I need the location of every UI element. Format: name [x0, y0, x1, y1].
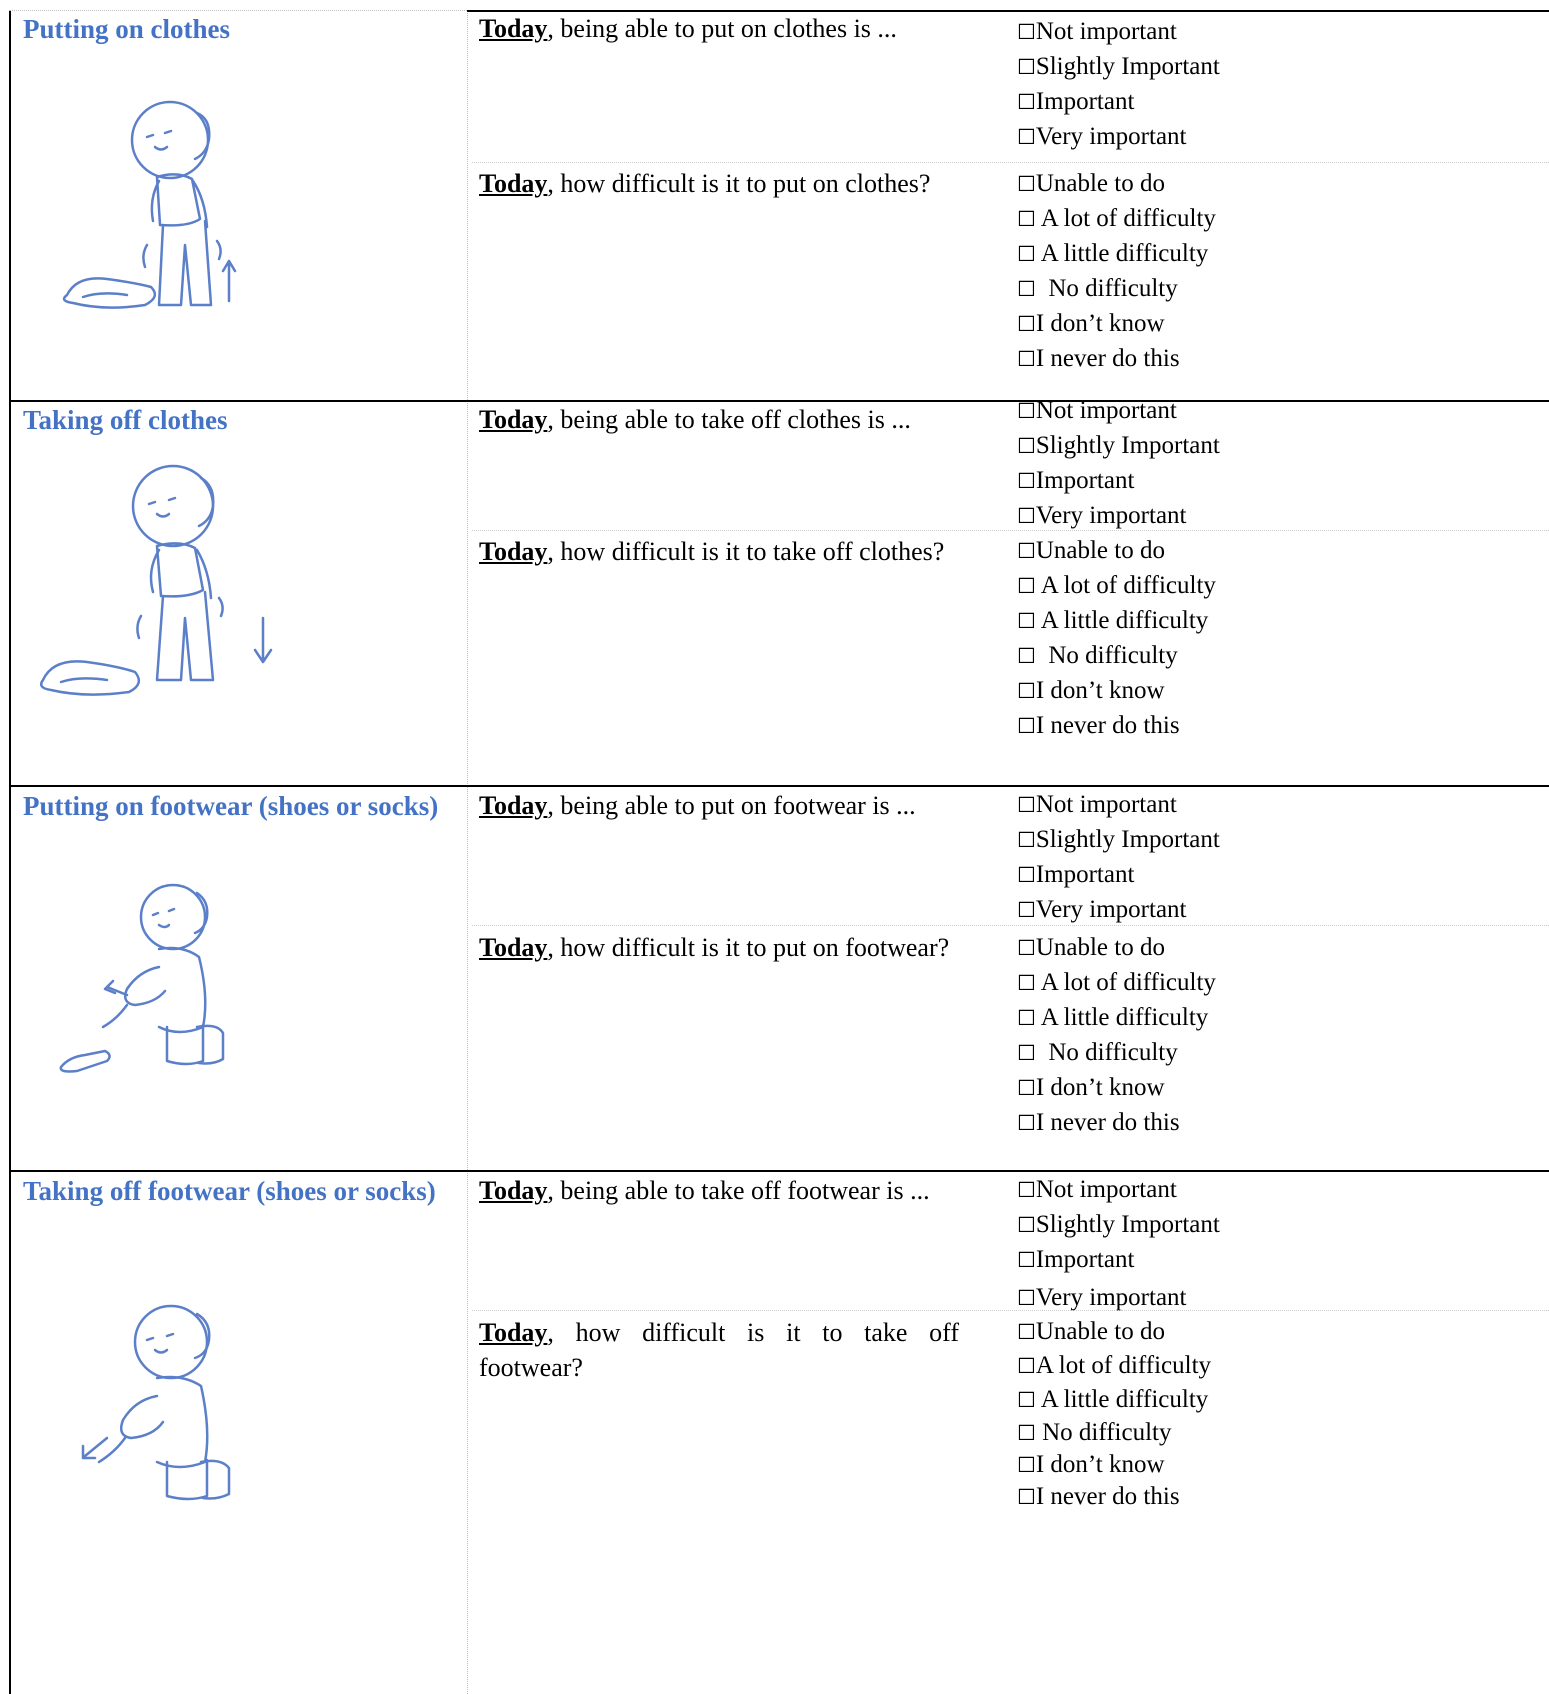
person-putting-on-sock-illustration: [47, 877, 267, 1077]
checkbox-option[interactable]: [1017, 857, 1537, 892]
option-label: I never do this: [1035, 1483, 1180, 1510]
checkbox-option[interactable]: [1017, 236, 1537, 271]
question-text: , how difficult is it to put on footwear?: [547, 933, 950, 962]
checkbox-icon[interactable]: ☐: [1017, 90, 1036, 114]
importance-options: [1017, 393, 1537, 533]
checkbox-option[interactable]: [1017, 603, 1537, 638]
option-label: A little difficulty: [1035, 240, 1209, 267]
checkbox-option[interactable]: [1017, 1105, 1537, 1140]
checkbox-option[interactable]: [1017, 965, 1537, 1000]
checkbox-icon[interactable]: ☐: [1017, 714, 1036, 738]
option-label: Unable to do: [1035, 1318, 1165, 1345]
importance-question: [479, 1173, 959, 1208]
difficulty-question: [479, 534, 959, 569]
checkbox-icon[interactable]: ☐: [1017, 539, 1036, 563]
today-emphasis: Today: [479, 1318, 548, 1347]
checkbox-icon[interactable]: ☐: [1017, 1178, 1036, 1202]
checkbox-icon[interactable]: ☐: [1017, 863, 1036, 887]
checkbox-option[interactable]: [1017, 201, 1537, 236]
question-text: , being able to take off clothes is ...: [547, 405, 911, 434]
checkbox-icon[interactable]: ☐: [1017, 504, 1036, 528]
section-taking-off-clothes: [9, 397, 1549, 785]
option-label: Slightly Important: [1035, 826, 1220, 853]
option-label: A little difficulty: [1035, 607, 1209, 634]
option-label: I don’t know: [1035, 1451, 1165, 1478]
checkbox-option[interactable]: [1017, 393, 1537, 428]
option-label: I never do this: [1035, 345, 1180, 372]
checkbox-icon[interactable]: ☐: [1017, 55, 1036, 79]
question-text: , how difficult is it to take off clothes?: [547, 537, 945, 566]
option-label: No difficulty: [1035, 1419, 1172, 1446]
checkbox-option[interactable]: [1017, 463, 1537, 498]
importance-options: [1017, 1172, 1537, 1315]
checkbox-option[interactable]: [1017, 1417, 1537, 1449]
option-label: Not important: [1035, 18, 1177, 45]
checkbox-option[interactable]: [1017, 568, 1537, 603]
checkbox-option[interactable]: [1017, 1383, 1537, 1417]
today-emphasis: Today: [479, 537, 548, 566]
option-label: I don’t know: [1035, 1074, 1165, 1101]
section-heading: Putting on footwear (shoes or socks): [23, 791, 439, 821]
checkbox-option[interactable]: [1017, 341, 1537, 376]
importance-question: [479, 11, 999, 46]
today-emphasis: Today: [479, 14, 548, 43]
checkbox-option[interactable]: [1017, 1449, 1537, 1481]
option-label: I never do this: [1035, 712, 1180, 739]
checkbox-icon[interactable]: ☐: [1017, 434, 1036, 458]
checkbox-option[interactable]: [1017, 498, 1537, 533]
checkbox-icon[interactable]: ☐: [1017, 172, 1036, 196]
option-label: A lot of difficulty: [1035, 572, 1216, 599]
option-label: Slightly Important: [1035, 432, 1220, 459]
person-taking-off-trousers-illustration: [23, 448, 288, 698]
checkbox-option[interactable]: [1017, 49, 1537, 84]
checkbox-option[interactable]: [1017, 271, 1537, 306]
difficulty-question: [479, 166, 999, 201]
checkbox-option[interactable]: [1017, 119, 1537, 154]
checkbox-option[interactable]: [1017, 787, 1537, 822]
checkbox-icon[interactable]: ☐: [1017, 347, 1036, 371]
person-taking-off-sock-illustration: [47, 1298, 267, 1503]
checkbox-icon[interactable]: ☐: [1017, 20, 1036, 44]
option-label: No difficulty: [1035, 275, 1178, 302]
section-heading: Taking off clothes: [23, 405, 228, 435]
checkbox-icon[interactable]: ☐: [1017, 469, 1036, 493]
option-label: Very important: [1035, 502, 1187, 529]
questionnaire-table: [9, 10, 1549, 1694]
checkbox-icon[interactable]: ☐: [1017, 898, 1036, 922]
section-putting-on-footwear: [9, 785, 1549, 1170]
checkbox-icon[interactable]: ☐: [1017, 125, 1036, 149]
option-label: Not important: [1035, 791, 1177, 818]
question-divider: [472, 162, 1549, 163]
checkbox-option[interactable]: [1017, 1070, 1537, 1105]
checkbox-icon[interactable]: ☐: [1017, 828, 1036, 852]
option-label: Not important: [1035, 397, 1177, 424]
question-text: , how difficult is it to take off footwear?: [479, 1318, 959, 1382]
option-label: A lot of difficulty: [1035, 969, 1216, 996]
checkbox-icon[interactable]: ☐: [1017, 1453, 1036, 1477]
checkbox-icon[interactable]: ☐: [1017, 1111, 1036, 1135]
importance-question: [479, 402, 959, 437]
checkbox-icon[interactable]: ☐: [1017, 1006, 1036, 1030]
question-divider: [472, 925, 1549, 926]
difficulty-options: [1017, 533, 1537, 743]
person-putting-on-trousers-illustration: [47, 85, 267, 310]
checkbox-option[interactable]: [1017, 1000, 1537, 1035]
importance-question: [479, 788, 999, 823]
checkbox-icon[interactable]: ☐: [1017, 312, 1036, 336]
question-divider: [472, 1310, 1549, 1311]
checkbox-option[interactable]: [1017, 1315, 1537, 1349]
today-emphasis: Today: [479, 933, 548, 962]
option-label: Important: [1035, 861, 1135, 888]
option-label: Very important: [1035, 896, 1187, 923]
option-label: Important: [1035, 1246, 1135, 1273]
difficulty-options: [1017, 930, 1537, 1140]
checkbox-icon[interactable]: ☐: [1017, 936, 1036, 960]
checkbox-option[interactable]: [1017, 892, 1537, 927]
checkbox-option[interactable]: [1017, 930, 1537, 965]
checkbox-icon[interactable]: ☐: [1017, 1485, 1036, 1509]
checkbox-option[interactable]: [1017, 166, 1537, 201]
option-label: Unable to do: [1035, 934, 1165, 961]
difficulty-options: [1017, 166, 1537, 376]
option-label: Slightly Important: [1035, 53, 1220, 80]
question-text: , being able to put on footwear is ...: [547, 791, 916, 820]
checkbox-icon[interactable]: ☐: [1017, 679, 1036, 703]
difficulty-question: [479, 1315, 959, 1385]
today-emphasis: Today: [479, 1176, 548, 1205]
today-emphasis: Today: [479, 169, 548, 198]
question-text: , being able to take off footwear is ...: [547, 1176, 930, 1205]
checkbox-icon[interactable]: ☐: [1017, 1076, 1036, 1100]
question-text: , being able to put on clothes is ...: [547, 14, 897, 43]
option-label: Not important: [1035, 1176, 1177, 1203]
checkbox-icon[interactable]: ☐: [1017, 609, 1036, 633]
section-taking-off-footwear: [9, 1170, 1549, 1694]
option-label: I don’t know: [1035, 677, 1165, 704]
checkbox-option[interactable]: [1017, 1242, 1537, 1277]
option-label: Very important: [1035, 123, 1187, 150]
importance-options: [1017, 14, 1537, 154]
checkbox-icon[interactable]: ☐: [1017, 1421, 1036, 1445]
checkbox-option[interactable]: [1017, 1349, 1537, 1383]
checkbox-option[interactable]: [1017, 673, 1537, 708]
checkbox-icon[interactable]: ☐: [1017, 971, 1036, 995]
section-heading: Putting on clothes: [23, 14, 231, 44]
checkbox-icon[interactable]: ☐: [1017, 574, 1036, 598]
importance-options: [1017, 787, 1537, 927]
checkbox-icon[interactable]: ☐: [1017, 793, 1036, 817]
checkbox-icon[interactable]: ☐: [1017, 1320, 1036, 1344]
option-label: A lot of difficulty: [1035, 205, 1216, 232]
option-label: No difficulty: [1035, 1039, 1178, 1066]
option-label: I never do this: [1035, 1109, 1180, 1136]
question-divider: [472, 530, 1549, 531]
difficulty-options: [1017, 1315, 1537, 1513]
today-emphasis: Today: [479, 405, 548, 434]
section-putting-on-clothes: [9, 10, 1549, 376]
checkbox-icon[interactable]: ☐: [1017, 1354, 1036, 1378]
option-label: Unable to do: [1035, 170, 1165, 197]
option-label: A little difficulty: [1035, 1386, 1209, 1413]
checkbox-option[interactable]: [1017, 533, 1537, 568]
checkbox-option[interactable]: [1017, 84, 1537, 119]
checkbox-option[interactable]: [1017, 14, 1537, 49]
checkbox-option[interactable]: [1017, 1172, 1537, 1207]
checkbox-option[interactable]: [1017, 638, 1537, 673]
checkbox-option[interactable]: [1017, 1035, 1537, 1070]
checkbox-icon[interactable]: ☐: [1017, 1286, 1036, 1310]
checkbox-icon[interactable]: ☐: [1017, 207, 1036, 231]
checkbox-icon[interactable]: ☐: [1017, 277, 1036, 301]
checkbox-option[interactable]: [1017, 1481, 1537, 1513]
difficulty-question: [479, 930, 999, 965]
checkbox-icon[interactable]: ☐: [1017, 644, 1036, 668]
checkbox-icon[interactable]: ☐: [1017, 1388, 1036, 1412]
option-label: A little difficulty: [1035, 1004, 1209, 1031]
question-text: , how difficult is it to put on clothes?: [547, 169, 931, 198]
today-emphasis: Today: [479, 791, 548, 820]
option-label: Slightly Important: [1035, 1211, 1220, 1238]
option-label: A lot of difficulty: [1035, 1352, 1212, 1379]
checkbox-icon[interactable]: ☐: [1017, 242, 1036, 266]
option-label: Very important: [1035, 1284, 1187, 1311]
checkbox-option[interactable]: [1017, 306, 1537, 341]
option-label: No difficulty: [1035, 642, 1178, 669]
checkbox-icon[interactable]: ☐: [1017, 1248, 1036, 1272]
checkbox-option[interactable]: [1017, 822, 1537, 857]
checkbox-icon[interactable]: ☐: [1017, 399, 1036, 423]
checkbox-option[interactable]: [1017, 1207, 1537, 1242]
section-heading: Taking off footwear (shoes or socks): [23, 1176, 436, 1206]
checkbox-option[interactable]: [1017, 708, 1537, 743]
checkbox-option[interactable]: [1017, 428, 1537, 463]
checkbox-icon[interactable]: ☐: [1017, 1041, 1036, 1065]
checkbox-icon[interactable]: ☐: [1017, 1213, 1036, 1237]
option-label: I don’t know: [1035, 310, 1165, 337]
option-label: Important: [1035, 88, 1135, 115]
option-label: Important: [1035, 467, 1135, 494]
option-label: Unable to do: [1035, 537, 1165, 564]
